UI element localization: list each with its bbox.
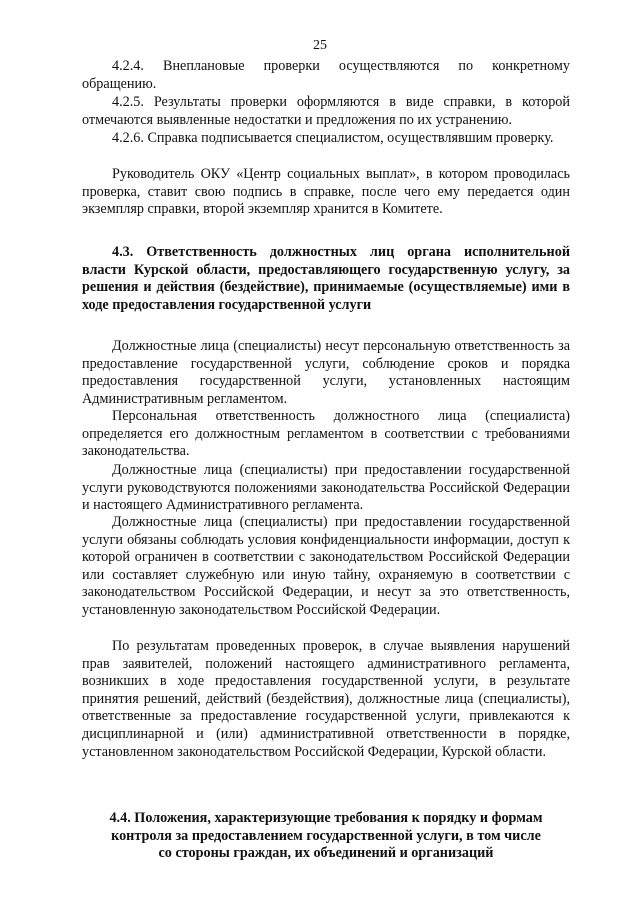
section-4-3-paragraph-1: Должностные лица (специалисты) несут персональную ответственность за предоставление государственной услуги, соблюдение сроков и порядка предоставления государственной услуги, установленных настоящим Административным регламентом. (82, 338, 570, 407)
page-number: 25 (313, 38, 327, 53)
section-4-3-paragraph-3: Должностные лица (специалисты) при предоставлении государственной услуги руководствуются положениями законодательства Российской Федерации и настоящего Административного регламента. (82, 462, 570, 514)
paragraph-4-2-6: 4.2.6. Справка подписывается специалистом, осуществлявшим проверку. (112, 130, 554, 146)
paragraph-4-2-4: 4.2.4. Внеплановые проверки осуществляются по конкретному обращению. (82, 58, 570, 92)
section-4-3-heading: 4.3. Ответственность должностных лиц органа исполнительной власти Курской области, предоставляющего государственную услугу, за решения и действия (бездействие), принимаемые (осуществляемые) ими в ходе предоставления государственной услуги (82, 244, 570, 313)
section-4-3-paragraph-4: Должностные лица (специалисты) при предоставлении государственной услуги обязаны соблюдать условия конфиденциальности информации, доступ к которой ограничен в соответствии с законодательством Российской Федерации или составляет служебную или иную тайну, охраняемую в соответствии с законодательством Российской Федерации, и несут за это ответственность, установленную законодательством Российской Федерации. (82, 514, 570, 618)
paragraph-head-signature: Руководитель ОКУ «Центр социальных выплат», в котором проводилась проверка, ставит свою подпись в справке, после чего ему передается один экземпляр справки, второй экземпляр хранится в Комитете. (82, 166, 570, 218)
section-4-4-heading: 4.4. Положения, характеризующие требования к порядку и формам контроля за предоставлением государственной услуги, в том числе со стороны граждан, их объединений и организаций (109, 810, 543, 862)
section-4-3-paragraph-2: Персональная ответственность должностного лица (специалиста) определяется его должностным регламентом в соответствии с требованиями законодательства. (82, 408, 570, 460)
section-4-3-paragraph-5: По результатам проведенных проверок, в случае выявления нарушений прав заявителей, положений настоящего административного регламента, возникших в ходе предоставления государственной услуги, в результате принятия решений, действий (бездействия), должностные лица (специалисты), ответственные за предоставление государственной услуги, привлекаются к дисциплинарной и (или) административной ответственности в порядке, установленном законодательством Российской Федерации, Курской области. (82, 638, 570, 760)
paragraph-4-2-5: 4.2.5. Результаты проверки оформляются в виде справки, в которой отмечаются выявленные недостатки и предложения по их устранению. (82, 94, 570, 128)
